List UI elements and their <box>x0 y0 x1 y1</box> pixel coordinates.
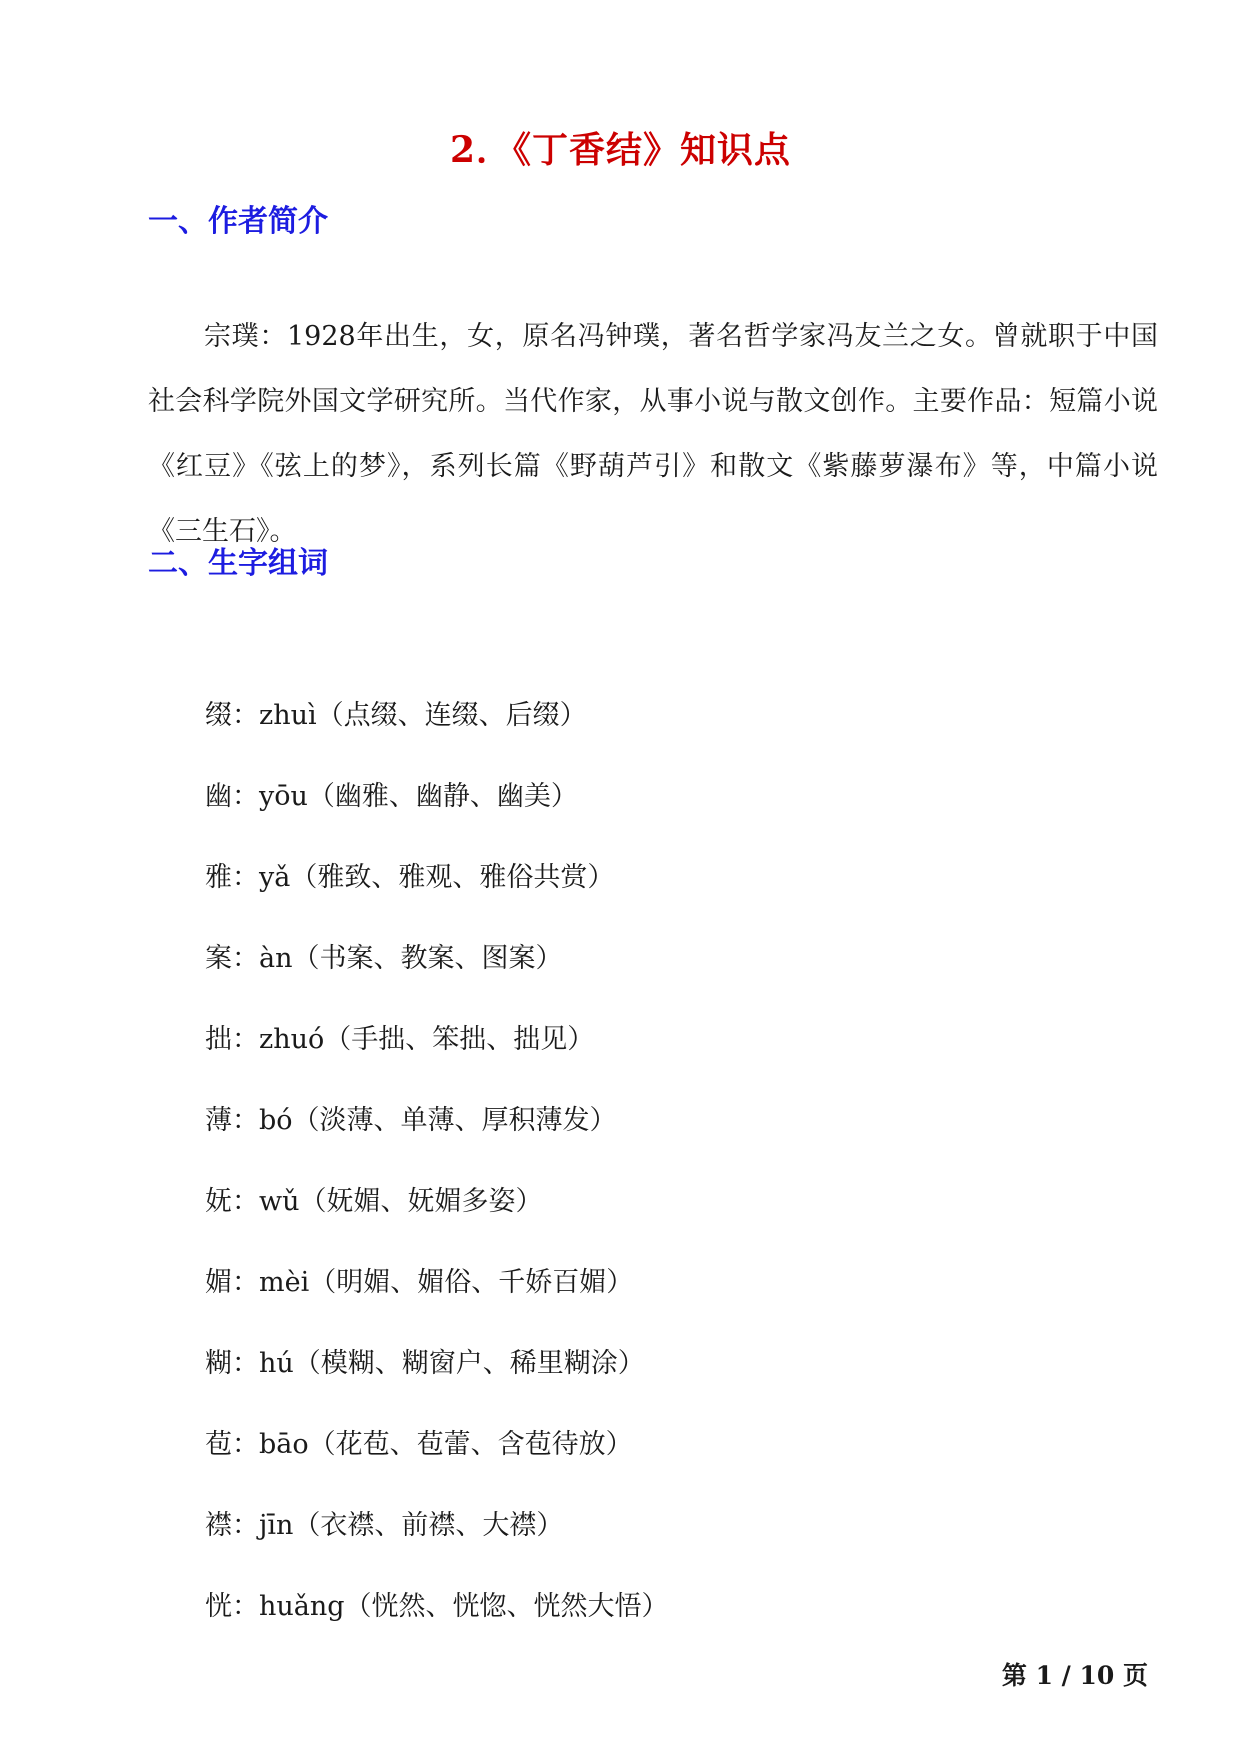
list-item: 幽：yōu（幽雅、幽静、幽美） <box>205 781 578 812</box>
list-item: 苞：bāo（花苞、苞蕾、含苞待放） <box>205 1429 633 1460</box>
list-item: 拙：zhuó（手拙、笨拙、拙见） <box>205 1024 595 1055</box>
list-item: 缀：zhuì（点缀、连缀、后缀） <box>205 700 587 731</box>
list-item: 媚：mèi（明媚、媚俗、千娇百媚） <box>205 1267 634 1298</box>
list-item: 恍：huǎng（恍然、恍惚、恍然大悟） <box>205 1591 669 1622</box>
list-item: 雅：yǎ（雅致、雅观、雅俗共赏） <box>205 862 615 893</box>
section-heading-vocabulary: 二、生字组词 <box>148 546 328 581</box>
list-item: 襟：jīn（衣襟、前襟、大襟） <box>205 1510 564 1541</box>
author-intro-paragraph: 宗璞：1928年出生，女，原名冯钟璞，著名哲学家冯友兰之女。曾就职于中国社会科学院外国文学研究所。当代作家，从事小说与散文创作。主要作品：短篇小说《红豆》《弦上的梦》，系列长篇《野葫芦引》和散文《紫藤萝瀑布》等，中篇小说《三生石》。 <box>148 321 1158 547</box>
page-number: 第 1 / 10 页 <box>1001 1661 1148 1690</box>
list-item: 妩：wǔ（妩媚、妩媚多姿） <box>205 1186 543 1217</box>
section-heading-author: 一、作者简介 <box>148 204 328 239</box>
document-title: 2．《丁香结》知识点 <box>449 129 792 171</box>
list-item: 糊：hú（模糊、糊窗户、稀里糊涂） <box>205 1348 645 1379</box>
list-item: 薄：bó（淡薄、单薄、厚积薄发） <box>205 1105 617 1136</box>
vocabulary-list <box>205 696 669 1668</box>
list-item: 案：àn（书案、教案、图案） <box>205 943 563 974</box>
